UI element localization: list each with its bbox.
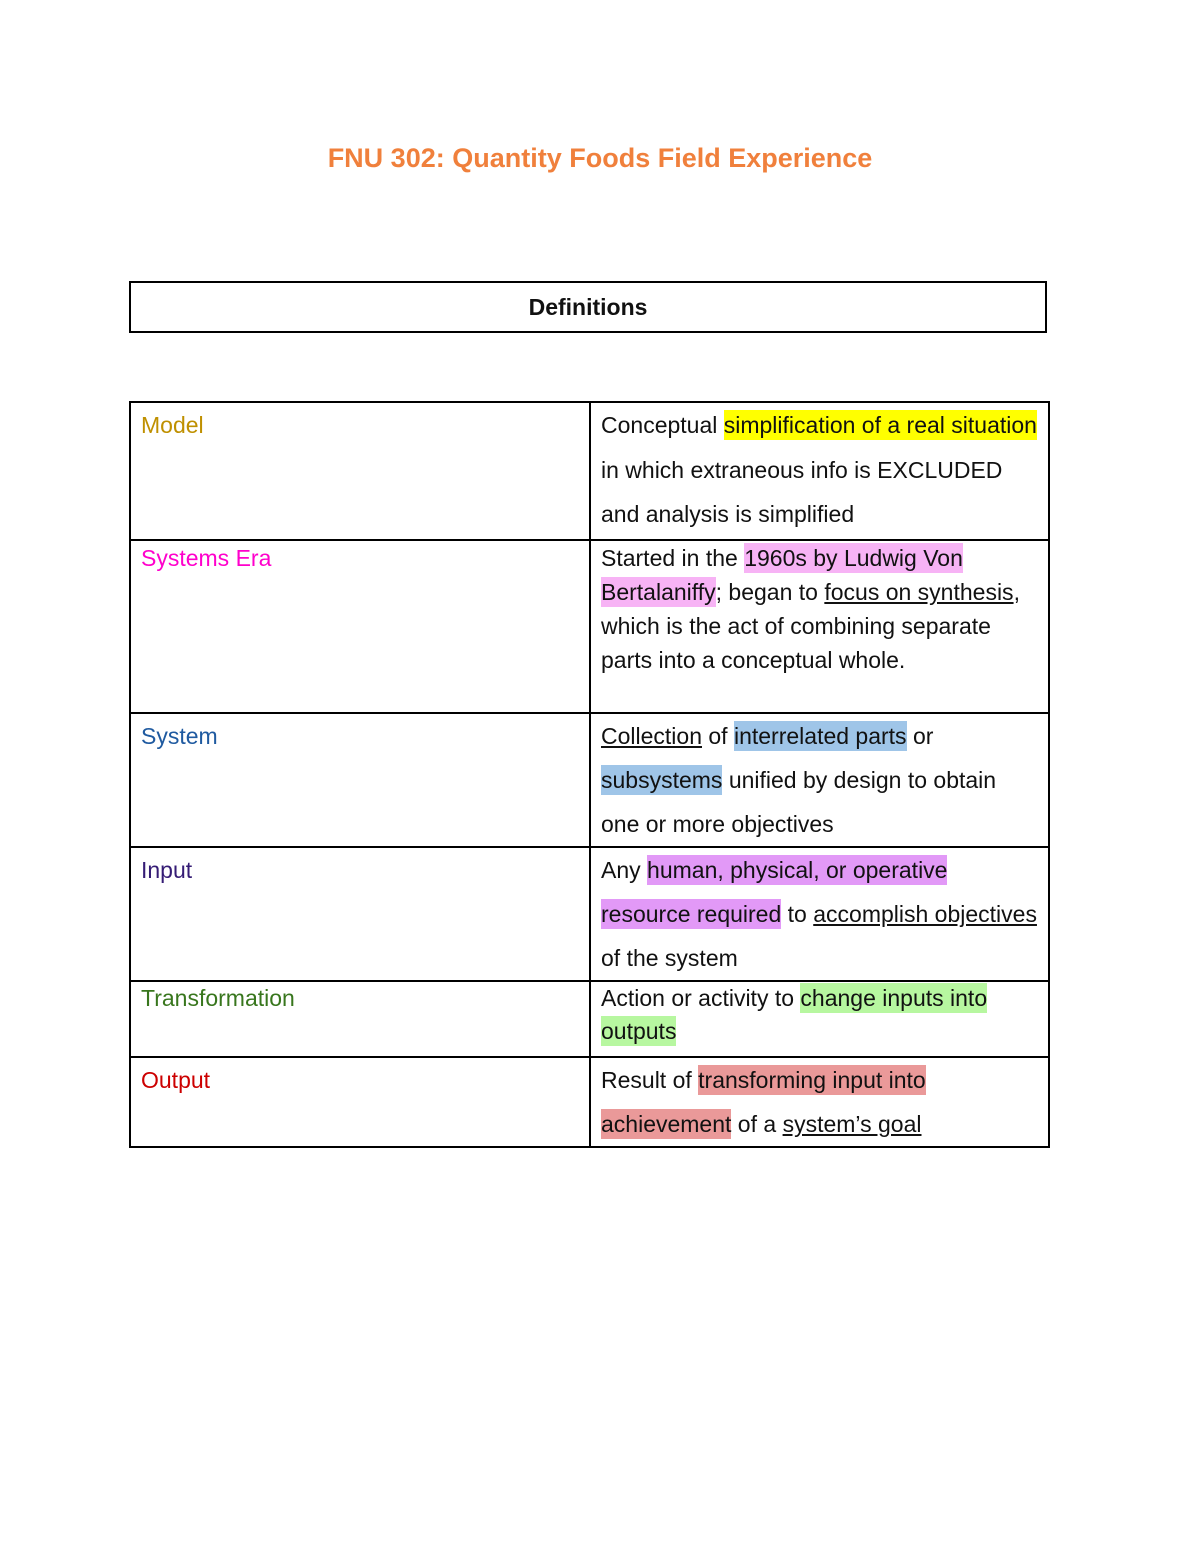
definition-cell [590,1057,1049,1147]
underlined-text: Collection [601,723,702,749]
def-text: ; began to [715,579,825,605]
def-text: Conceptual [601,412,724,438]
def-text: of [702,723,734,749]
def-text: Action or activity to [601,985,801,1011]
highlight-blue: interrelated parts [733,723,907,749]
term-cell [130,981,590,1057]
definitions-header [129,281,1047,333]
term-transformation: Transformation [141,985,295,1011]
definitions-table [129,401,1050,1148]
term-output: Output [141,1067,211,1093]
highlight-blue: subsystems [601,767,723,793]
term-systems-era: Systems Era [141,545,272,571]
term-model: Model [141,412,204,438]
def-text: of a [731,1111,783,1137]
definition-cell [590,981,1049,1057]
definition-cell [590,713,1049,847]
term-cell [130,713,590,847]
table-row [130,1057,1049,1147]
def-text: Any [601,857,648,883]
definitions-header-label: Definitions [528,293,648,320]
highlight-green: change inputs into outputs [601,985,988,1044]
underlined-text: system’s goal [782,1111,922,1137]
page-title: FNU 302: Quantity Foods Field Experience [327,143,873,173]
def-text: unified by design to obtain one or more objectives [601,767,997,837]
def-text: or [906,723,934,749]
highlight-yellow: simplification of a real situation [723,412,1037,438]
def-text: Result of [601,1067,699,1093]
table-row [130,847,1049,981]
term-cell [130,847,590,981]
def-text: of the system [601,945,738,971]
table-row [130,713,1049,847]
def-text: in which extraneous info is EXCLUDED and analysis is simplified [601,456,1003,527]
definition-cell [590,847,1049,981]
table-row [130,981,1049,1057]
underlined-text: focus on synthesis [824,579,1014,605]
term-cell [130,1057,590,1147]
term-input: Input [141,857,193,883]
term-cell [130,402,590,540]
term-cell [130,540,590,713]
highlight-pink: 1960s by Ludwig Von Bertalaniffy [601,545,963,605]
table-row [130,402,1049,540]
def-text: Started in the [601,545,745,571]
highlight-purple: human, physical, or operative resource required [601,857,948,927]
def-text: to [781,901,814,927]
table-row [130,540,1049,713]
def-text: , which is the act of combining separate parts into a conceptual whole. [601,579,1020,673]
highlight-red: transforming input into achievement [601,1067,926,1137]
definition-cell [590,402,1049,540]
term-system: System [141,723,218,749]
definition-cell [590,540,1049,713]
underlined-text: accomplish objectives [813,901,1037,927]
